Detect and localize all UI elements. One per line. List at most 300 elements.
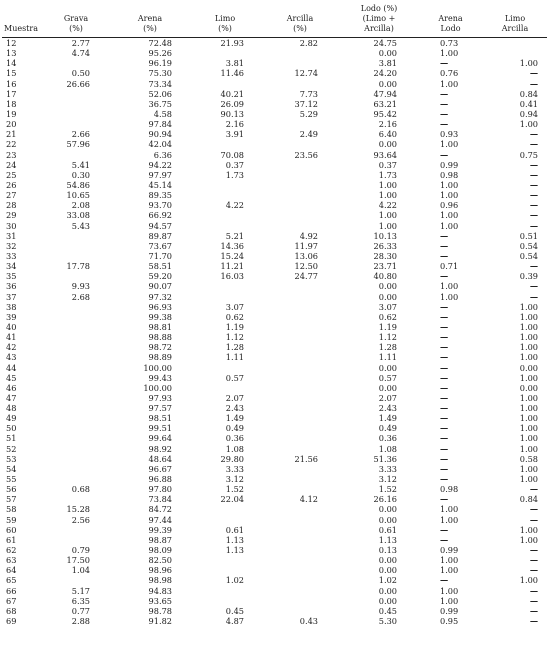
cell-lodo: 1.08 [378,443,397,454]
cell-limo: 3.91 [225,129,244,140]
cell-muestra: 13 [6,48,17,59]
cell-limo: 22.04 [220,494,244,505]
cell-arena-lodo: — [440,575,449,586]
table-row [2,200,547,210]
cell-arcilla [260,180,340,190]
cell-grava: 1.04 [71,565,90,576]
cell-muestra: 35 [6,271,17,282]
cell-arena: 75.30 [148,68,172,79]
cell-limo-arcilla: — [529,169,538,180]
table-row [2,525,547,535]
cell-grava [42,322,110,332]
cell-arena: 97.80 [148,484,172,495]
table-row [2,352,547,362]
cell-arena: 98.88 [148,332,172,343]
cell-limo: 1.11 [225,352,244,363]
cell-arcilla [260,565,340,575]
cell-arena-lodo: — [440,311,449,322]
cell-limo-arcilla: 1.00 [519,342,538,353]
cell-arena-lodo: 1.00 [440,139,459,150]
cell-grava [42,454,110,464]
cell-lodo: 1.11 [378,352,397,363]
cell-arcilla [260,322,340,332]
cell-arena: 100.00 [143,362,172,373]
cell-limo-arcilla: 1.00 [519,474,538,485]
cell-grava [42,58,110,68]
cell-grava [42,99,110,109]
cell-arcilla [260,332,340,342]
cell-arcilla [260,210,340,220]
cell-arcilla: 2.49 [299,129,318,140]
cell-muestra: 67 [6,595,17,606]
cell-limo: 15.24 [220,250,244,261]
cell-arcilla: 5.29 [299,108,318,119]
cell-muestra: 39 [6,311,17,322]
cell-limo: 1.02 [225,575,244,586]
table-row [2,454,547,464]
cell-muestra: 17 [6,88,17,99]
cell-arena-lodo: 1.00 [440,210,459,221]
cell-arena: 97.57 [148,403,172,414]
cell-arena: 73.84 [148,494,172,505]
table-row [2,180,547,190]
cell-arena: 99.38 [148,311,172,322]
cell-arcilla: 4.12 [299,494,318,505]
cell-limo-arcilla: 1.00 [519,352,538,363]
cell-lodo: 1.12 [378,332,397,343]
table-row [2,565,547,575]
cell-arena-lodo: 1.00 [440,78,459,89]
cell-limo [190,515,260,525]
table-row [2,139,547,149]
cell-muestra: 14 [6,58,17,69]
cell-limo [190,210,260,220]
cell-arena-lodo: 1.00 [440,585,459,596]
cell-limo-arcilla: — [529,200,538,211]
cell-lodo: 24.75 [373,38,397,48]
cell-muestra: 16 [6,78,17,89]
cell-muestra: 15 [6,68,17,79]
table-row [2,423,547,433]
cell-limo [190,221,260,231]
cell-grava [42,535,110,545]
cell-muestra: 24 [6,159,17,170]
cell-arena: 89.87 [148,230,172,241]
cell-limo: 3.07 [225,301,244,312]
table-row [2,99,547,109]
table-row [2,38,547,49]
cell-muestra: 59 [6,514,17,525]
cell-limo-arcilla: 1.00 [519,463,538,474]
cell-lodo: 93.64 [373,149,397,160]
cell-limo: 4.87 [225,616,244,627]
cell-grava [42,413,110,423]
cell-lodo: 0.00 [378,565,397,576]
cell-arena: 94.83 [148,585,172,596]
cell-arena: 97.93 [148,392,172,403]
table-row [2,575,547,585]
cell-limo-arcilla: — [529,281,538,292]
cell-limo: 1.12 [225,332,244,343]
cell-grava [42,342,110,352]
cell-arcilla: 7.73 [299,88,318,99]
cell-muestra: 18 [6,98,17,109]
cell-lodo: 40.80 [373,271,397,282]
cell-grava: 15.28 [66,504,90,515]
cell-arcilla [260,139,340,149]
cell-lodo: 3.07 [378,301,397,312]
table-row [2,58,547,68]
cell-arcilla [260,606,340,616]
cell-grava: 17.78 [66,261,90,272]
cell-limo: 1.52 [225,484,244,495]
cell-grava: 2.88 [71,616,90,627]
cell-lodo: 51.36 [373,453,397,464]
cell-arena-lodo: 0.99 [440,159,459,170]
cell-limo-arcilla: 1.00 [519,372,538,383]
cell-lodo: 1.13 [378,534,397,545]
cell-grava [42,89,110,99]
cell-muestra: 49 [6,413,17,424]
cell-arena-lodo: 0.98 [440,484,459,495]
cell-limo-arcilla [483,48,547,58]
cell-limo-arcilla: 1.00 [519,301,538,312]
cell-grava: 9.93 [71,281,90,292]
cell-arena: 98.51 [148,413,172,424]
cell-arcilla [260,119,340,129]
cell-arena-lodo: — [440,423,449,434]
cell-limo-arcilla: — [529,129,538,140]
cell-arcilla [260,464,340,474]
cell-arena-lodo: 1.00 [440,555,459,566]
cell-arena: 96.19 [148,58,172,69]
table-row [2,403,547,413]
cell-arena: 94.57 [148,220,172,231]
cell-lodo: 1.02 [378,575,397,586]
cell-arena: 97.84 [148,119,172,130]
cell-limo-arcilla: — [529,190,538,201]
cell-muestra: 66 [6,585,17,596]
cell-arena-lodo: — [440,108,449,119]
cell-limo-arcilla: 1.00 [519,311,538,322]
cell-arcilla [260,312,340,322]
cell-arena: 100.00 [143,382,172,393]
cell-lodo: 2.07 [378,392,397,403]
cell-grava: 2.66 [71,129,90,140]
table-row [2,221,547,231]
table-row [2,342,547,352]
cell-arena: 82.50 [148,555,172,566]
cell-arena: 98.81 [148,321,172,332]
cell-grava: 5.43 [71,220,90,231]
cell-arcilla [260,433,340,443]
table-row [2,210,547,220]
cell-lodo: 5.30 [378,616,397,627]
cell-arena: 6.36 [153,149,172,160]
cell-muestra: 31 [6,230,17,241]
cell-grava: 0.68 [71,484,90,495]
table-row [2,464,547,474]
cell-arena: 66.92 [148,210,172,221]
cell-arcilla [260,281,340,291]
header-arcilla: Arcilla (%) [286,14,314,33]
cell-arena: 98.09 [148,545,172,556]
cell-limo: 21.93 [220,38,244,48]
cell-arena-lodo: — [440,463,449,474]
cell-muestra: 61 [6,534,17,545]
cell-limo: 3.12 [225,474,244,485]
cell-lodo: 0.00 [378,139,397,150]
cell-arena: 96.88 [148,474,172,485]
cell-grava [42,363,110,373]
cell-muestra: 40 [6,321,17,332]
cell-arena: 45.14 [148,179,172,190]
cell-lodo: 0.62 [378,311,397,322]
cell-limo: 0.61 [225,524,244,535]
cell-arena-lodo: 1.00 [440,291,459,302]
cell-arena-lodo: 1.00 [440,281,459,292]
cell-limo-arcilla: — [529,545,538,556]
cell-limo-arcilla: 1.00 [519,443,538,454]
cell-arcilla [260,535,340,545]
cell-grava: 2.08 [71,200,90,211]
cell-arena: 72.48 [148,38,172,48]
table-row [2,302,547,312]
cell-arcilla: 21.56 [294,453,318,464]
cell-limo: 1.13 [225,534,244,545]
cell-grava [42,575,110,585]
cell-lodo: 1.52 [378,484,397,495]
cell-arcilla [260,221,340,231]
cell-arena: 97.97 [148,169,172,180]
cell-arena-lodo: — [440,88,449,99]
header-grava: Grava (%) [63,14,89,33]
cell-arena: 99.51 [148,423,172,434]
header-lodo: Lodo (%) (Limo + Arcilla) [360,4,398,33]
cell-limo-arcilla: 1.00 [519,534,538,545]
cell-arena: 91.82 [148,616,172,627]
cell-arena: 96.93 [148,301,172,312]
cell-grava: 2.68 [71,291,90,302]
table-row [2,281,547,291]
cell-grava [42,393,110,403]
cell-lodo: 3.81 [378,58,397,69]
cell-limo [190,565,260,575]
table-row [2,241,547,251]
cell-limo-arcilla: — [529,504,538,515]
cell-arena: 93.70 [148,200,172,211]
cell-arena: 94.22 [148,159,172,170]
cell-muestra: 45 [6,372,17,383]
cell-limo-arcilla: — [529,179,538,190]
cell-limo-arcilla: 1.00 [519,392,538,403]
cell-limo-arcilla: — [529,68,538,79]
cell-grava [42,119,110,129]
cell-limo: 5.21 [225,230,244,241]
cell-muestra: 34 [6,261,17,272]
cell-arena: 93.65 [148,595,172,606]
cell-muestra: 36 [6,281,17,292]
cell-arcilla [260,515,340,525]
cell-muestra: 69 [6,616,17,627]
cell-limo: 1.28 [225,342,244,353]
cell-limo [190,292,260,302]
cell-arena: 59.20 [148,271,172,282]
cell-limo-arcilla: — [529,139,538,150]
cell-arcilla [260,58,340,68]
cell-muestra: 20 [6,119,17,130]
cell-arena: 36.75 [148,98,172,109]
cell-limo-arcilla: 0.84 [519,88,538,99]
cell-grava [42,464,110,474]
cell-grava [42,373,110,383]
cell-limo [190,79,260,89]
cell-arena-lodo: — [440,494,449,505]
table-row [2,515,547,525]
cell-arena: 73.34 [148,78,172,89]
cell-muestra: 28 [6,200,17,211]
cell-arena-lodo: — [440,240,449,251]
cell-grava: 17.50 [66,555,90,566]
cell-arcilla [260,474,340,484]
cell-arcilla [260,352,340,362]
cell-arcilla [260,393,340,403]
cell-grava [42,383,110,393]
cell-arcilla: 37.12 [294,98,318,109]
cell-lodo: 1.19 [378,321,397,332]
cell-arena: 98.78 [148,605,172,616]
cell-muestra: 41 [6,332,17,343]
cell-arcilla [260,586,340,596]
cell-grava [42,312,110,322]
cell-arena-lodo: 0.98 [440,169,459,180]
cell-lodo: 0.13 [378,545,397,556]
cell-limo [190,555,260,565]
cell-limo [190,586,260,596]
table-row [2,433,547,443]
cell-grava [42,251,110,261]
cell-limo: 0.37 [225,159,244,170]
cell-arena-lodo: — [440,443,449,454]
table-row [2,160,547,170]
cell-grava: 6.35 [71,595,90,606]
cell-lodo: 2.43 [378,403,397,414]
cell-arena: 97.44 [148,514,172,525]
cell-grava [42,241,110,251]
table-row [2,383,547,393]
cell-limo-arcilla: 0.54 [519,240,538,251]
cell-arena-lodo: — [440,403,449,414]
cell-limo: 3.81 [225,58,244,69]
cell-arcilla: 24.77 [294,271,318,282]
cell-limo: 4.22 [225,200,244,211]
cell-lodo: 26.16 [373,494,397,505]
cell-lodo: 1.00 [378,210,397,221]
cell-arena: 42.04 [148,139,172,150]
cell-limo-arcilla: — [529,291,538,302]
header-limo: Limo (%) [214,14,236,33]
cell-grava: 4.74 [71,48,90,59]
cell-lodo: 2.16 [378,119,397,130]
table-row [2,292,547,302]
cell-lodo: 0.00 [378,595,397,606]
cell-muestra: 46 [6,382,17,393]
cell-lodo: 28.30 [373,250,397,261]
table-row [2,89,547,99]
cell-arena: 95.26 [148,48,172,59]
cell-arcilla [260,190,340,200]
cell-arena-lodo: 0.93 [440,129,459,140]
cell-muestra: 54 [6,463,17,474]
cell-arcilla [260,373,340,383]
cell-limo: 2.16 [225,119,244,130]
cell-lodo: 1.00 [378,220,397,231]
cell-arena-lodo: — [440,392,449,403]
table-row [2,484,547,494]
table-row [2,444,547,454]
cell-arena-lodo: — [440,332,449,343]
cell-lodo: 63.21 [373,98,397,109]
cell-muestra: 53 [6,453,17,464]
cell-arcilla: 4.92 [299,230,318,241]
cell-limo-arcilla: 1.00 [519,403,538,414]
cell-limo-arcilla: 1.00 [519,332,538,343]
cell-limo: 40.21 [220,88,244,99]
cell-lodo: 0.00 [378,585,397,596]
cell-grava: 0.50 [71,68,90,79]
cell-arcilla [260,423,340,433]
cell-limo [190,383,260,393]
cell-muestra: 68 [6,605,17,616]
cell-arena: 97.32 [148,291,172,302]
cell-limo-arcilla: — [529,605,538,616]
cell-limo-arcilla: 0.54 [519,250,538,261]
cell-lodo: 0.61 [378,524,397,535]
table-row [2,545,547,555]
cell-arena-lodo: — [440,453,449,464]
cell-limo [190,190,260,200]
header-arena: Arena (%) [137,14,163,33]
cell-limo-arcilla: — [529,565,538,576]
header-muestra: Muestra [4,24,38,33]
cell-arena: 99.43 [148,372,172,383]
cell-limo-arcilla: — [529,210,538,221]
cell-limo: 1.08 [225,443,244,454]
cell-arena-lodo: — [440,342,449,353]
cell-arena-lodo: — [440,119,449,130]
table-body [2,38,547,627]
cell-limo-arcilla: 0.84 [519,494,538,505]
cell-lodo: 0.00 [378,555,397,566]
cell-arena-lodo: — [440,301,449,312]
cell-muestra: 44 [6,362,17,373]
cell-limo-arcilla [483,38,547,49]
cell-lodo: 23.71 [373,261,397,272]
cell-limo: 1.49 [225,413,244,424]
cell-grava: 10.65 [66,190,90,201]
cell-limo [190,281,260,291]
cell-arena-lodo: 1.00 [440,514,459,525]
table-row [2,555,547,565]
cell-muestra: 51 [6,433,17,444]
cell-limo: 11.46 [220,68,244,79]
cell-lodo: 4.22 [378,200,397,211]
cell-limo-arcilla: — [529,261,538,272]
cell-arena-lodo: — [440,534,449,545]
cell-arcilla [260,383,340,393]
cell-limo-arcilla: — [529,595,538,606]
cell-arena: 48.64 [148,453,172,464]
